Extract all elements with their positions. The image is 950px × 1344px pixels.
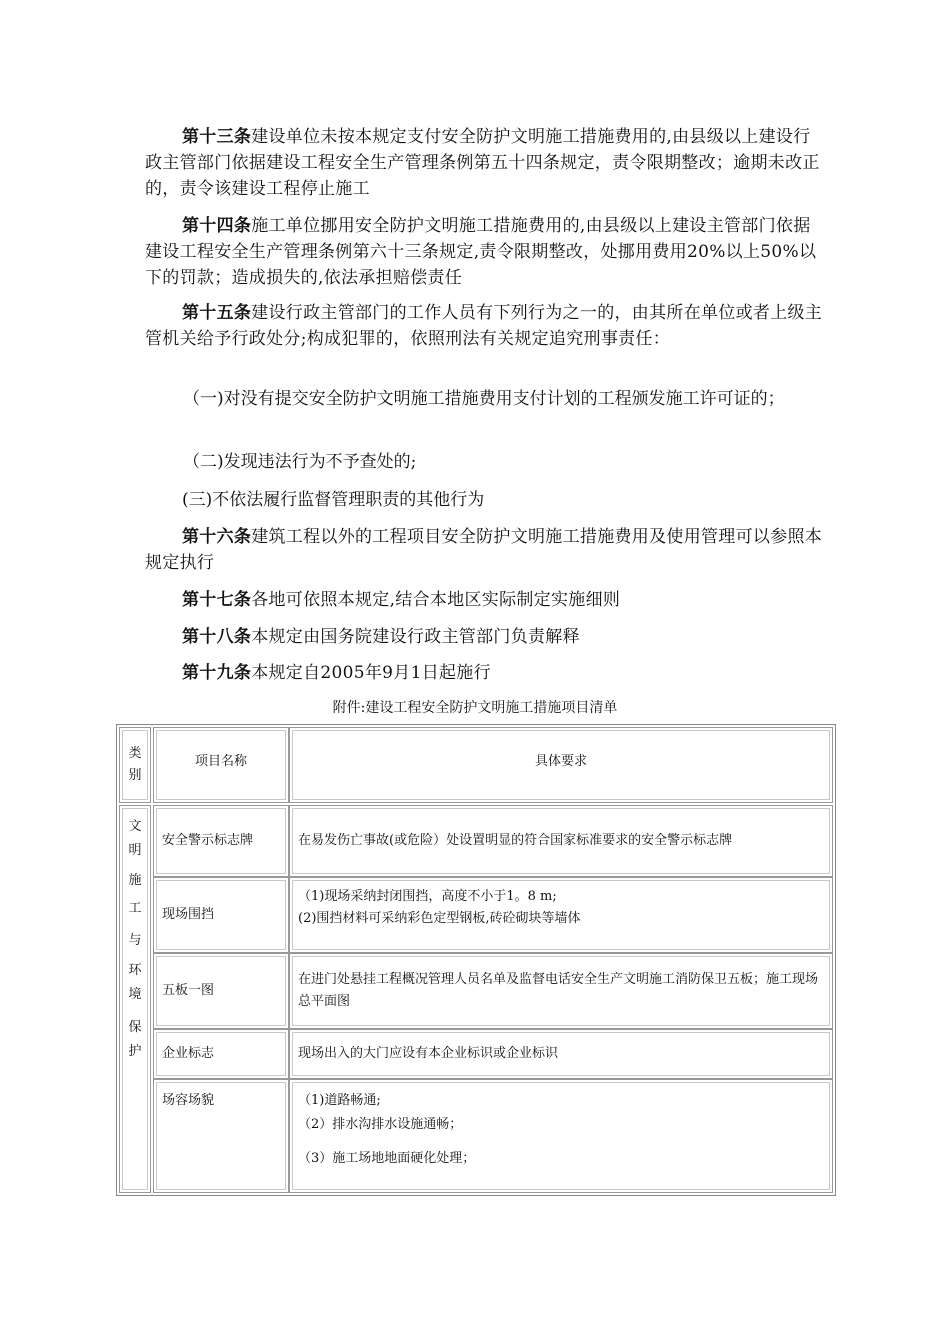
- category-char: 施: [128, 873, 142, 888]
- table-row-requirement: [289, 1079, 833, 1193]
- table-row-requirement: [289, 1029, 833, 1079]
- article-text: 建设行政主管部门的工作人员有下列行为之一的，由其所在单位或者上级主管机关给予行政处分;构成犯罪的，依照刑法有关规定追究刑事责任：: [145, 303, 823, 349]
- requirement-line: (2)围挡材料可采纳彩色定型钢板,砖砼砌块等墙体: [298, 911, 581, 926]
- article-13: [145, 124, 825, 202]
- category-cell: [119, 805, 151, 1193]
- category-char: 工: [128, 901, 142, 916]
- requirement-line: 在进门处悬挂工程概况管理人员名单及监督电话安全生产文明施工消防保卫五板；施工现场总平面图: [298, 972, 819, 1009]
- category-char: 与: [128, 933, 142, 948]
- article-number: 第十四条: [182, 216, 252, 236]
- table-row-name: 企业标志: [153, 1029, 289, 1079]
- requirement-line: （2）排水沟排水设施通畅；: [298, 1117, 463, 1132]
- table-row-name: 五板一图: [153, 953, 289, 1029]
- article-number: 第十八条: [182, 627, 252, 647]
- article-number: 第十六条: [182, 527, 252, 547]
- article-number: 第十九条: [182, 663, 252, 683]
- category-char: 保: [128, 1020, 142, 1035]
- requirement-line: （1)道路畅通;: [298, 1093, 381, 1108]
- category-char: 境: [128, 987, 142, 1002]
- table-row-name: 场容场貌: [153, 1079, 289, 1193]
- article-19: [145, 660, 825, 686]
- article-text: 本规定由国务院建设行政主管部门负责解释: [251, 627, 580, 647]
- article-number: 第十七条: [182, 590, 252, 610]
- header-requirement: [289, 727, 833, 803]
- article-14: [145, 213, 825, 291]
- header-requirement-label: 具体要求: [534, 754, 587, 769]
- requirement-line: 在易发伤亡事故(或危险）处设置明显的符合国家标准要求的安全警示标志牌: [298, 833, 733, 848]
- article-text: 建设单位未按本规定支付安全防护文明施工措施费用的,由县级以上建设行政主管部门依据建设工程安全生产管理条例第五十四条规定，责令限期整改；逾期未改正的，责令该建设工程停止施工: [145, 127, 820, 199]
- article-text: 建筑工程以外的工程项目安全防护文明施工措施费用及使用管理可以参照本规定执行: [145, 527, 823, 573]
- category-char: 明: [128, 843, 142, 858]
- header-name-label: 项目名称: [194, 754, 247, 769]
- list-item-1: （一)对没有提交安全防护文明施工措施费用支付计划的工程颁发施工许可证的；: [183, 389, 785, 409]
- article-number: 第十三条: [182, 127, 252, 147]
- requirement-line: 现场出入的大门应设有本企业标识或企业标识: [298, 1046, 559, 1061]
- table-row-name: 安全警示标志牌: [153, 805, 289, 877]
- table-row-requirement: [289, 877, 833, 953]
- article-text: 本规定自2005年9月1日起施行: [251, 663, 491, 683]
- list-item-3: (三)不依法履行监督管理职责的其他行为: [182, 490, 485, 510]
- article-17: [145, 587, 825, 613]
- attachment-caption: 附件:建设工程安全防护文明施工措施项目清单: [332, 700, 618, 716]
- category-char: 环: [128, 963, 142, 978]
- article-15: [145, 300, 825, 352]
- measures-table: [116, 724, 836, 1196]
- header-category: [119, 727, 151, 803]
- article-number: 第十五条: [182, 303, 252, 323]
- header-name: [153, 727, 289, 803]
- category-char: 文: [128, 819, 142, 834]
- header-category-char: 类: [128, 746, 142, 761]
- requirement-line: （1)现场采纳封闭围挡，高度不小于1。8 m;: [298, 889, 557, 904]
- table-row-requirement: [289, 805, 833, 877]
- article-16: [145, 524, 825, 576]
- article-18: [145, 624, 825, 650]
- table-row-requirement: [289, 953, 833, 1029]
- category-char: 护: [128, 1044, 142, 1059]
- article-text: 施工单位挪用安全防护文明施工措施费用的,由县级以上建设主管部门依据建设工程安全生产管理条例第六十三条规定,责令限期整改，处挪用费用20%以上50%以下的罚款；造成损失的,依法承担赔偿责任: [145, 216, 817, 288]
- table-row-name: 现场围挡: [153, 877, 289, 953]
- article-text: 各地可依照本规定,结合本地区实际制定实施细则: [251, 590, 621, 610]
- requirement-line: （3）施工场地地面硬化处理；: [298, 1151, 476, 1166]
- list-item-2: （二)发现违法行为不予查处的;: [183, 452, 417, 472]
- header-category-char: 别: [128, 768, 142, 783]
